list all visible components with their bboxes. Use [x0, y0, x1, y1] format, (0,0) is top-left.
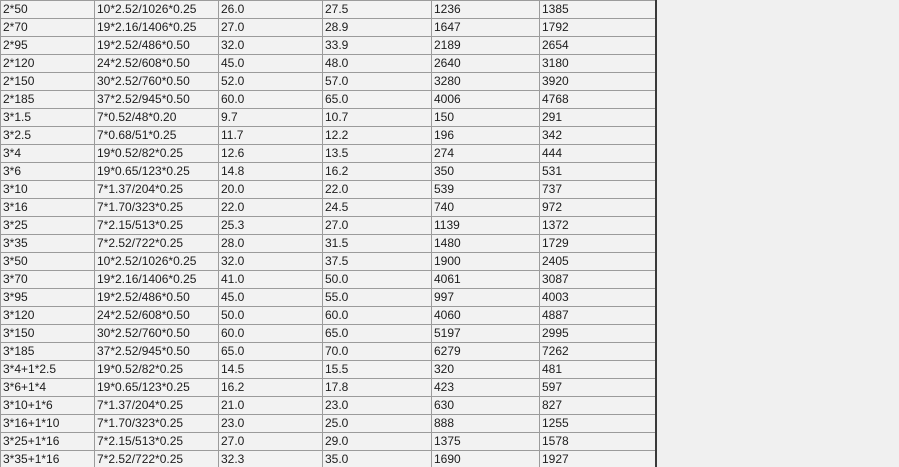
table-row	[1, 109, 656, 127]
table-cell: 12.2	[323, 127, 432, 145]
table-cell: 9.7	[219, 109, 323, 127]
table-cell: 32.0	[219, 37, 323, 55]
table-cell: 597	[540, 379, 656, 397]
table-cell: 41.0	[219, 271, 323, 289]
table-cell: 20.0	[219, 181, 323, 199]
table-cell: 7*1.70/323*0.25	[95, 199, 219, 217]
table-row	[1, 127, 656, 145]
table-cell: 19*2.16/1406*0.25	[95, 19, 219, 37]
table-cell: 2640	[432, 55, 540, 73]
table-cell: 7*1.37/204*0.25	[95, 397, 219, 415]
table-body	[1, 1, 656, 467]
table-cell: 14.8	[219, 163, 323, 181]
table-cell: 19*2.52/486*0.50	[95, 289, 219, 307]
table-cell: 65.0	[219, 343, 323, 361]
table-cell: 19*2.16/1406*0.25	[95, 271, 219, 289]
table-cell: 3*1.5	[1, 109, 95, 127]
table-cell: 531	[540, 163, 656, 181]
table-cell: 7262	[540, 343, 656, 361]
table-cell: 45.0	[219, 289, 323, 307]
table-cell: 50.0	[219, 307, 323, 325]
table-cell: 31.5	[323, 235, 432, 253]
table-cell: 3*35	[1, 235, 95, 253]
table-cell: 1900	[432, 253, 540, 271]
table-cell: 3*120	[1, 307, 95, 325]
table-cell: 57.0	[323, 73, 432, 91]
table-cell: 444	[540, 145, 656, 163]
table-cell: 24*2.52/608*0.50	[95, 307, 219, 325]
table-cell: 1255	[540, 415, 656, 433]
table-row	[1, 433, 656, 451]
table-cell: 2405	[540, 253, 656, 271]
table-cell: 21.0	[219, 397, 323, 415]
table-cell: 2189	[432, 37, 540, 55]
table-cell: 60.0	[219, 325, 323, 343]
table-row	[1, 271, 656, 289]
table-cell: 3*50	[1, 253, 95, 271]
table-cell: 7*2.52/722*0.25	[95, 451, 219, 467]
table-cell: 3*10	[1, 181, 95, 199]
table-cell: 2995	[540, 325, 656, 343]
table-cell: 32.3	[219, 451, 323, 467]
table-cell: 3*6	[1, 163, 95, 181]
table-cell: 15.5	[323, 361, 432, 379]
table-cell: 17.8	[323, 379, 432, 397]
table-cell: 32.0	[219, 253, 323, 271]
table-cell: 37*2.52/945*0.50	[95, 91, 219, 109]
table-cell: 1385	[540, 1, 656, 19]
table-cell: 27.5	[323, 1, 432, 19]
table-cell: 60.0	[219, 91, 323, 109]
table-cell: 7*0.52/48*0.20	[95, 109, 219, 127]
table-row	[1, 199, 656, 217]
table-row	[1, 451, 656, 467]
table-cell: 1927	[540, 451, 656, 467]
table-cell: 25.0	[323, 415, 432, 433]
table-cell: 423	[432, 379, 540, 397]
table-row	[1, 253, 656, 271]
table-cell: 2*120	[1, 55, 95, 73]
table-cell: 2654	[540, 37, 656, 55]
table-cell: 30*2.52/760*0.50	[95, 73, 219, 91]
table-cell: 24.5	[323, 199, 432, 217]
table-cell: 291	[540, 109, 656, 127]
table-cell: 2*70	[1, 19, 95, 37]
table-cell: 3*6+1*4	[1, 379, 95, 397]
table-cell: 3*150	[1, 325, 95, 343]
table-cell: 1139	[432, 217, 540, 235]
table-row	[1, 289, 656, 307]
table-cell: 740	[432, 199, 540, 217]
table-row	[1, 19, 656, 37]
table-cell: 2*50	[1, 1, 95, 19]
table-cell: 16.2	[219, 379, 323, 397]
table-cell: 19*0.52/82*0.25	[95, 361, 219, 379]
table-cell: 10.7	[323, 109, 432, 127]
table-cell: 7*0.68/51*0.25	[95, 127, 219, 145]
table-cell: 37.5	[323, 253, 432, 271]
table-cell: 28.0	[219, 235, 323, 253]
table-cell: 3180	[540, 55, 656, 73]
table-cell: 7*2.15/513*0.25	[95, 433, 219, 451]
table-cell: 1236	[432, 1, 540, 19]
table-cell: 24*2.52/608*0.50	[95, 55, 219, 73]
table-cell: 29.0	[323, 433, 432, 451]
table-cell: 3*25+1*16	[1, 433, 95, 451]
table-cell: 13.5	[323, 145, 432, 163]
table-cell: 3*25	[1, 217, 95, 235]
table-cell: 1792	[540, 19, 656, 37]
table-row	[1, 1, 656, 19]
table-cell: 52.0	[219, 73, 323, 91]
table-cell: 997	[432, 289, 540, 307]
table-cell: 60.0	[323, 307, 432, 325]
table-cell: 23.0	[219, 415, 323, 433]
table-row	[1, 415, 656, 433]
table-cell: 22.0	[323, 181, 432, 199]
table-cell: 274	[432, 145, 540, 163]
table-cell: 3*185	[1, 343, 95, 361]
table-row	[1, 163, 656, 181]
table-cell: 3*4	[1, 145, 95, 163]
table-cell: 972	[540, 199, 656, 217]
table-cell: 2*185	[1, 91, 95, 109]
table-cell: 50.0	[323, 271, 432, 289]
table-cell: 4003	[540, 289, 656, 307]
table-cell: 33.9	[323, 37, 432, 55]
table-cell: 342	[540, 127, 656, 145]
table-cell: 16.2	[323, 163, 432, 181]
table-cell: 28.9	[323, 19, 432, 37]
table-cell: 4887	[540, 307, 656, 325]
table-cell: 320	[432, 361, 540, 379]
table-cell: 27.0	[219, 19, 323, 37]
table-cell: 35.0	[323, 451, 432, 467]
table-row	[1, 343, 656, 361]
table-cell: 630	[432, 397, 540, 415]
table-cell: 7*2.52/722*0.25	[95, 235, 219, 253]
table-cell: 1375	[432, 433, 540, 451]
table-row	[1, 37, 656, 55]
table-row	[1, 217, 656, 235]
table-row	[1, 235, 656, 253]
table-cell: 12.6	[219, 145, 323, 163]
table-cell: 14.5	[219, 361, 323, 379]
table-cell: 70.0	[323, 343, 432, 361]
table-cell: 4060	[432, 307, 540, 325]
table-cell: 3*2.5	[1, 127, 95, 145]
table-cell: 6279	[432, 343, 540, 361]
table-row	[1, 379, 656, 397]
table-cell: 7*1.70/323*0.25	[95, 415, 219, 433]
table-cell: 3*70	[1, 271, 95, 289]
table-cell: 196	[432, 127, 540, 145]
table-cell: 19*2.52/486*0.50	[95, 37, 219, 55]
table-cell: 3*35+1*16	[1, 451, 95, 467]
table-row	[1, 55, 656, 73]
table-cell: 4768	[540, 91, 656, 109]
table-cell: 1480	[432, 235, 540, 253]
table-cell: 4006	[432, 91, 540, 109]
table-row	[1, 325, 656, 343]
table-row	[1, 307, 656, 325]
table-cell: 23.0	[323, 397, 432, 415]
table-cell: 3087	[540, 271, 656, 289]
table-cell: 827	[540, 397, 656, 415]
table-cell: 1690	[432, 451, 540, 467]
table-cell: 3*95	[1, 289, 95, 307]
table-cell: 65.0	[323, 91, 432, 109]
table-cell: 45.0	[219, 55, 323, 73]
table-cell: 11.7	[219, 127, 323, 145]
table-cell: 65.0	[323, 325, 432, 343]
table-cell: 30*2.52/760*0.50	[95, 325, 219, 343]
table-cell: 2*150	[1, 73, 95, 91]
table-cell: 1647	[432, 19, 540, 37]
table-cell: 888	[432, 415, 540, 433]
table-cell: 3920	[540, 73, 656, 91]
table-row	[1, 361, 656, 379]
table-cell: 48.0	[323, 55, 432, 73]
table-cell: 3*10+1*6	[1, 397, 95, 415]
table-cell: 19*0.65/123*0.25	[95, 163, 219, 181]
table-cell: 19*0.65/123*0.25	[95, 379, 219, 397]
table-cell: 2*95	[1, 37, 95, 55]
table-cell: 7*2.15/513*0.25	[95, 217, 219, 235]
table-cell: 150	[432, 109, 540, 127]
table-cell: 1578	[540, 433, 656, 451]
table-cell: 481	[540, 361, 656, 379]
table-row	[1, 145, 656, 163]
table-cell: 27.0	[219, 433, 323, 451]
table-cell: 25.3	[219, 217, 323, 235]
table-row	[1, 181, 656, 199]
table-cell: 19*0.52/82*0.25	[95, 145, 219, 163]
table-row	[1, 397, 656, 415]
table-cell: 3*4+1*2.5	[1, 361, 95, 379]
table-row	[1, 73, 656, 91]
table-cell: 10*2.52/1026*0.25	[95, 253, 219, 271]
table-cell: 3*16	[1, 199, 95, 217]
table-cell: 737	[540, 181, 656, 199]
table-cell: 26.0	[219, 1, 323, 19]
table-cell: 3280	[432, 73, 540, 91]
table-cell: 3*16+1*10	[1, 415, 95, 433]
table-cell: 10*2.52/1026*0.25	[95, 1, 219, 19]
table-cell: 55.0	[323, 289, 432, 307]
table-cell: 27.0	[323, 217, 432, 235]
table-cell: 22.0	[219, 199, 323, 217]
table-cell: 1729	[540, 235, 656, 253]
table-cell: 1372	[540, 217, 656, 235]
table-cell: 4061	[432, 271, 540, 289]
table-cell: 7*1.37/204*0.25	[95, 181, 219, 199]
table-cell: 5197	[432, 325, 540, 343]
table-cell: 539	[432, 181, 540, 199]
table-cell: 37*2.52/945*0.50	[95, 343, 219, 361]
table-row	[1, 91, 656, 109]
table-cell: 350	[432, 163, 540, 181]
